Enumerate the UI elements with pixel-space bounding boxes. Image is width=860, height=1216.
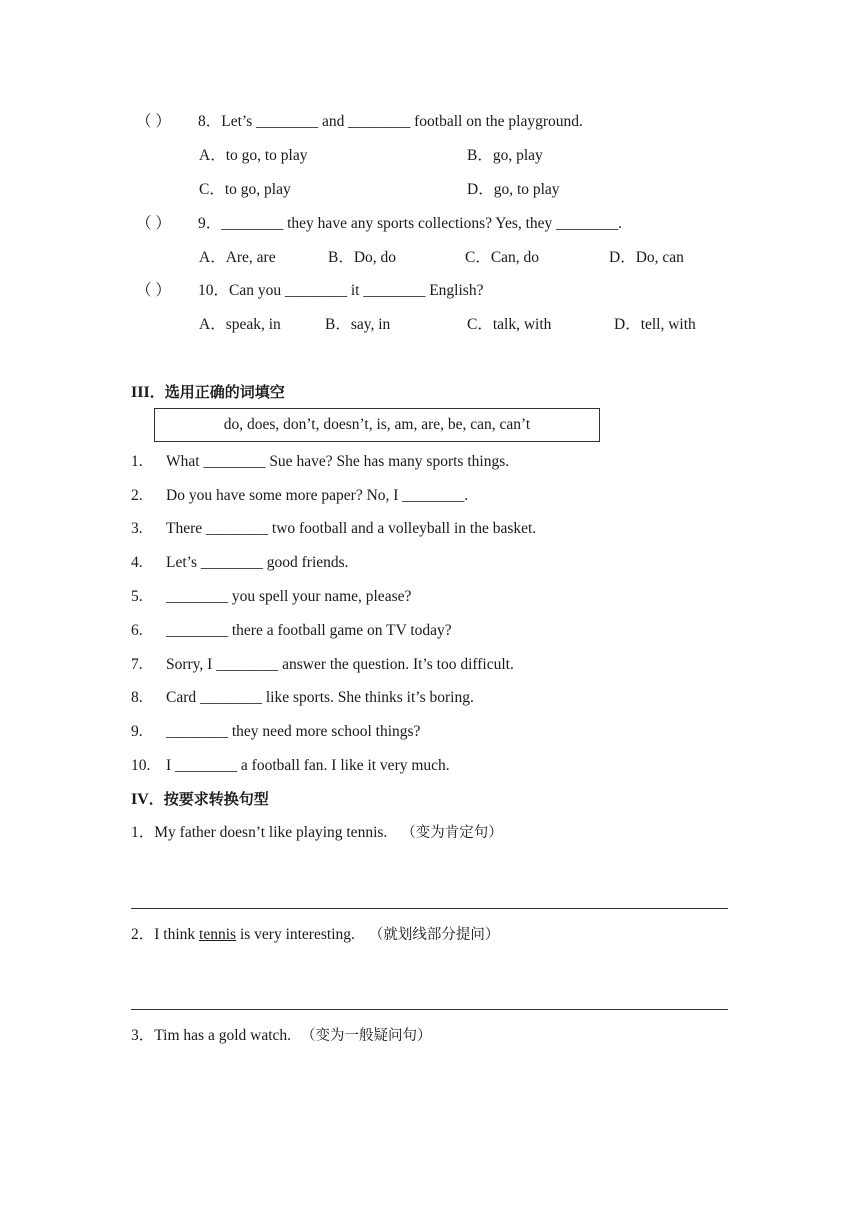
fill-item-text: ________ they need more school things?	[166, 723, 421, 740]
fill-item-text: Card ________ like sports. She thinks it’s boring.	[166, 689, 474, 706]
transform-sentence-rest: is very interesting.	[236, 926, 355, 943]
transform-item-1	[131, 824, 503, 842]
fill-item-text: There ________ two football and a volleyball in the basket.	[166, 520, 537, 537]
fill-item-number: 8.	[131, 689, 143, 706]
fill-item-number: 6.	[131, 622, 143, 639]
section-4-number: IV	[131, 791, 149, 808]
fill-item-number: 2.	[131, 487, 143, 504]
fill-item-number: 3.	[131, 520, 143, 537]
option-10-c: C．talk, with	[467, 316, 552, 333]
fill-item-text: What ________ Sue have? She has many sports things.	[166, 453, 510, 470]
transform-instruction: （变为肯定句）	[401, 825, 503, 841]
option-9-a: A．Are, are	[199, 249, 276, 266]
answer-paren-9: （ ）	[136, 215, 171, 232]
section-3-number: III	[131, 384, 150, 401]
question-stem-8: 8．Let’s ________ and ________ football on the playground.	[198, 113, 583, 130]
option-9-d: D．Do, can	[609, 249, 684, 266]
question-stem-10: 10．Can you ________ it ________ English?	[198, 282, 484, 299]
section-4-heading	[131, 790, 269, 809]
answer-line[interactable]	[131, 1009, 728, 1010]
transform-sentence: 3．Tim has a gold watch.	[131, 1027, 292, 1044]
fill-item-text: Let’s ________ good friends.	[166, 554, 349, 571]
transform-instruction: （就划线部分提问）	[368, 927, 500, 943]
option-10-b: B．say, in	[325, 316, 391, 333]
word-bank-text: do, does, don’t, doesn’t, is, am, are, be, can, can’t	[223, 416, 531, 433]
question-stem-9: 9．________ they have any sports collections? Yes, they ________.	[198, 215, 623, 232]
transform-instruction: （变为一般疑问句）	[301, 1028, 432, 1044]
answer-paren-8: （ ）	[136, 113, 171, 130]
fill-item-text: ________ you spell your name, please?	[166, 588, 412, 605]
transform-item-2	[131, 926, 499, 944]
fill-item-number: 1.	[131, 453, 143, 470]
fill-item-text: Sorry, I ________ answer the question. It’s too difficult.	[166, 656, 514, 673]
option-8-a: A．to go, to play	[199, 147, 308, 164]
section-3-heading	[131, 383, 285, 402]
option-8-b: B．go, play	[467, 147, 543, 164]
transform-sentence: 2．I think	[131, 926, 200, 943]
fill-item-number: 5.	[131, 588, 143, 605]
transform-item-3	[131, 1027, 432, 1045]
option-8-d: D．go, to play	[467, 181, 560, 198]
fill-item-text: I ________ a football fan. I like it very much.	[166, 757, 450, 774]
section-3-title: ．选用正确的词填空	[149, 383, 285, 401]
underlined-word: tennis	[199, 926, 237, 943]
section-4-title: ．按要求转换句型	[148, 790, 269, 808]
option-9-b: B．Do, do	[328, 249, 397, 266]
option-10-a: A．speak, in	[199, 316, 281, 333]
fill-item-number: 7.	[131, 656, 143, 673]
word-bank-box	[154, 408, 600, 442]
option-10-d: D．tell, with	[614, 316, 696, 333]
transform-sentence: 1．My father doesn’t like playing tennis.	[131, 824, 388, 841]
answer-paren-10: （ ）	[136, 282, 171, 299]
option-8-c: C．to go, play	[199, 181, 291, 198]
fill-item-number: 9.	[131, 723, 143, 740]
fill-item-number: 4.	[131, 554, 143, 571]
fill-item-number: 10.	[131, 757, 151, 774]
fill-item-text: Do you have some more paper? No, I ________.	[166, 487, 469, 504]
fill-item-text: ________ there a football game on TV today?	[166, 622, 452, 639]
answer-line[interactable]	[131, 908, 728, 909]
option-9-c: C．Can, do	[465, 249, 540, 266]
